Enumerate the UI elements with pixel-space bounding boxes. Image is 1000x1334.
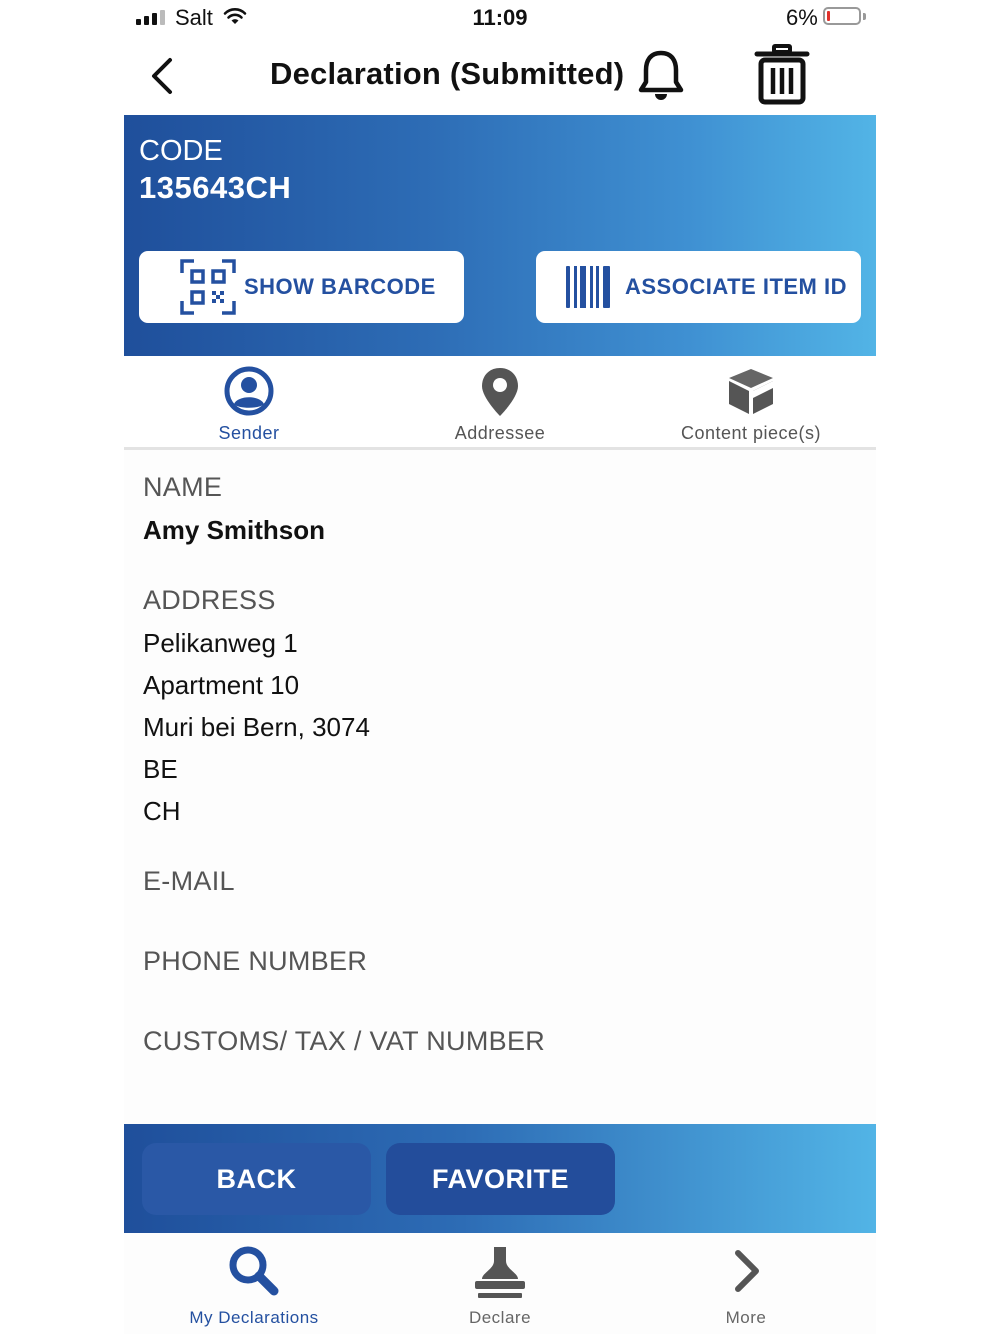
address-line: BE xyxy=(143,754,178,784)
user-circle-icon xyxy=(224,366,274,416)
tab-addressee-label: Addressee xyxy=(454,423,546,443)
address-label: ADDRESS xyxy=(143,585,276,615)
code-banner xyxy=(124,115,876,356)
code-value: 135643CH xyxy=(139,170,292,205)
tab-content-pieces-label: Content piece(s) xyxy=(680,423,822,443)
app-screen xyxy=(124,0,876,1334)
name-label: NAME xyxy=(143,472,223,502)
address-line: CH xyxy=(143,796,181,826)
bell-icon[interactable] xyxy=(636,48,686,104)
map-pin-icon xyxy=(480,366,520,418)
tab-sender-label: Sender xyxy=(218,423,280,443)
back-button[interactable]: BACK xyxy=(142,1143,371,1215)
page-title: Declaration (Submitted) xyxy=(270,56,625,91)
tab-more[interactable] xyxy=(621,1233,871,1334)
box-icon xyxy=(726,366,776,416)
associate-item-id-button[interactable] xyxy=(536,251,861,323)
carrier-name: Salt xyxy=(175,5,213,30)
tab-my-declarations-label: My Declarations xyxy=(189,1308,319,1327)
tab-addressee[interactable] xyxy=(375,356,625,448)
favorite-button[interactable]: FAVORITE xyxy=(386,1143,615,1215)
back-chevron-icon[interactable] xyxy=(142,54,182,98)
tab-more-label: More xyxy=(725,1308,767,1327)
stamp-icon xyxy=(472,1243,528,1303)
tab-declare-label: Declare xyxy=(468,1308,532,1327)
chevron-right-icon xyxy=(726,1243,766,1299)
tab-divider xyxy=(124,447,876,450)
status-bar xyxy=(124,0,876,36)
trash-icon[interactable] xyxy=(754,42,810,106)
code-label: CODE xyxy=(139,135,223,167)
tab-my-declarations[interactable] xyxy=(129,1233,379,1334)
section-tabs xyxy=(124,356,876,448)
email-label: E-MAIL xyxy=(143,866,235,896)
show-barcode-label: SHOW BARCODE xyxy=(244,274,436,299)
address-line: Apartment 10 xyxy=(143,670,300,700)
clock: 11:09 xyxy=(472,5,528,30)
qr-code-icon xyxy=(180,259,236,315)
tab-sender[interactable] xyxy=(124,356,374,448)
name-value: Amy Smithson xyxy=(143,515,326,545)
battery-tip xyxy=(863,13,866,20)
nav-header xyxy=(124,36,876,115)
address-line: Pelikanweg 1 xyxy=(143,628,298,658)
associate-item-id-label: ASSOCIATE ITEM ID xyxy=(625,274,847,299)
action-bar xyxy=(124,1124,876,1233)
show-barcode-button[interactable] xyxy=(139,251,464,323)
search-icon xyxy=(226,1243,282,1299)
battery-percent: 6% xyxy=(786,5,818,30)
customs-label: CUSTOMS/ TAX / VAT NUMBER xyxy=(143,1026,546,1056)
phone-label: PHONE NUMBER xyxy=(143,946,368,976)
tab-declare[interactable] xyxy=(375,1233,625,1334)
battery-icon xyxy=(823,7,861,25)
tab-content-pieces[interactable] xyxy=(626,356,876,448)
barcode-icon xyxy=(566,264,610,310)
address-line: Muri bei Bern, 3074 xyxy=(143,712,370,742)
bottom-tab-bar xyxy=(124,1233,876,1334)
